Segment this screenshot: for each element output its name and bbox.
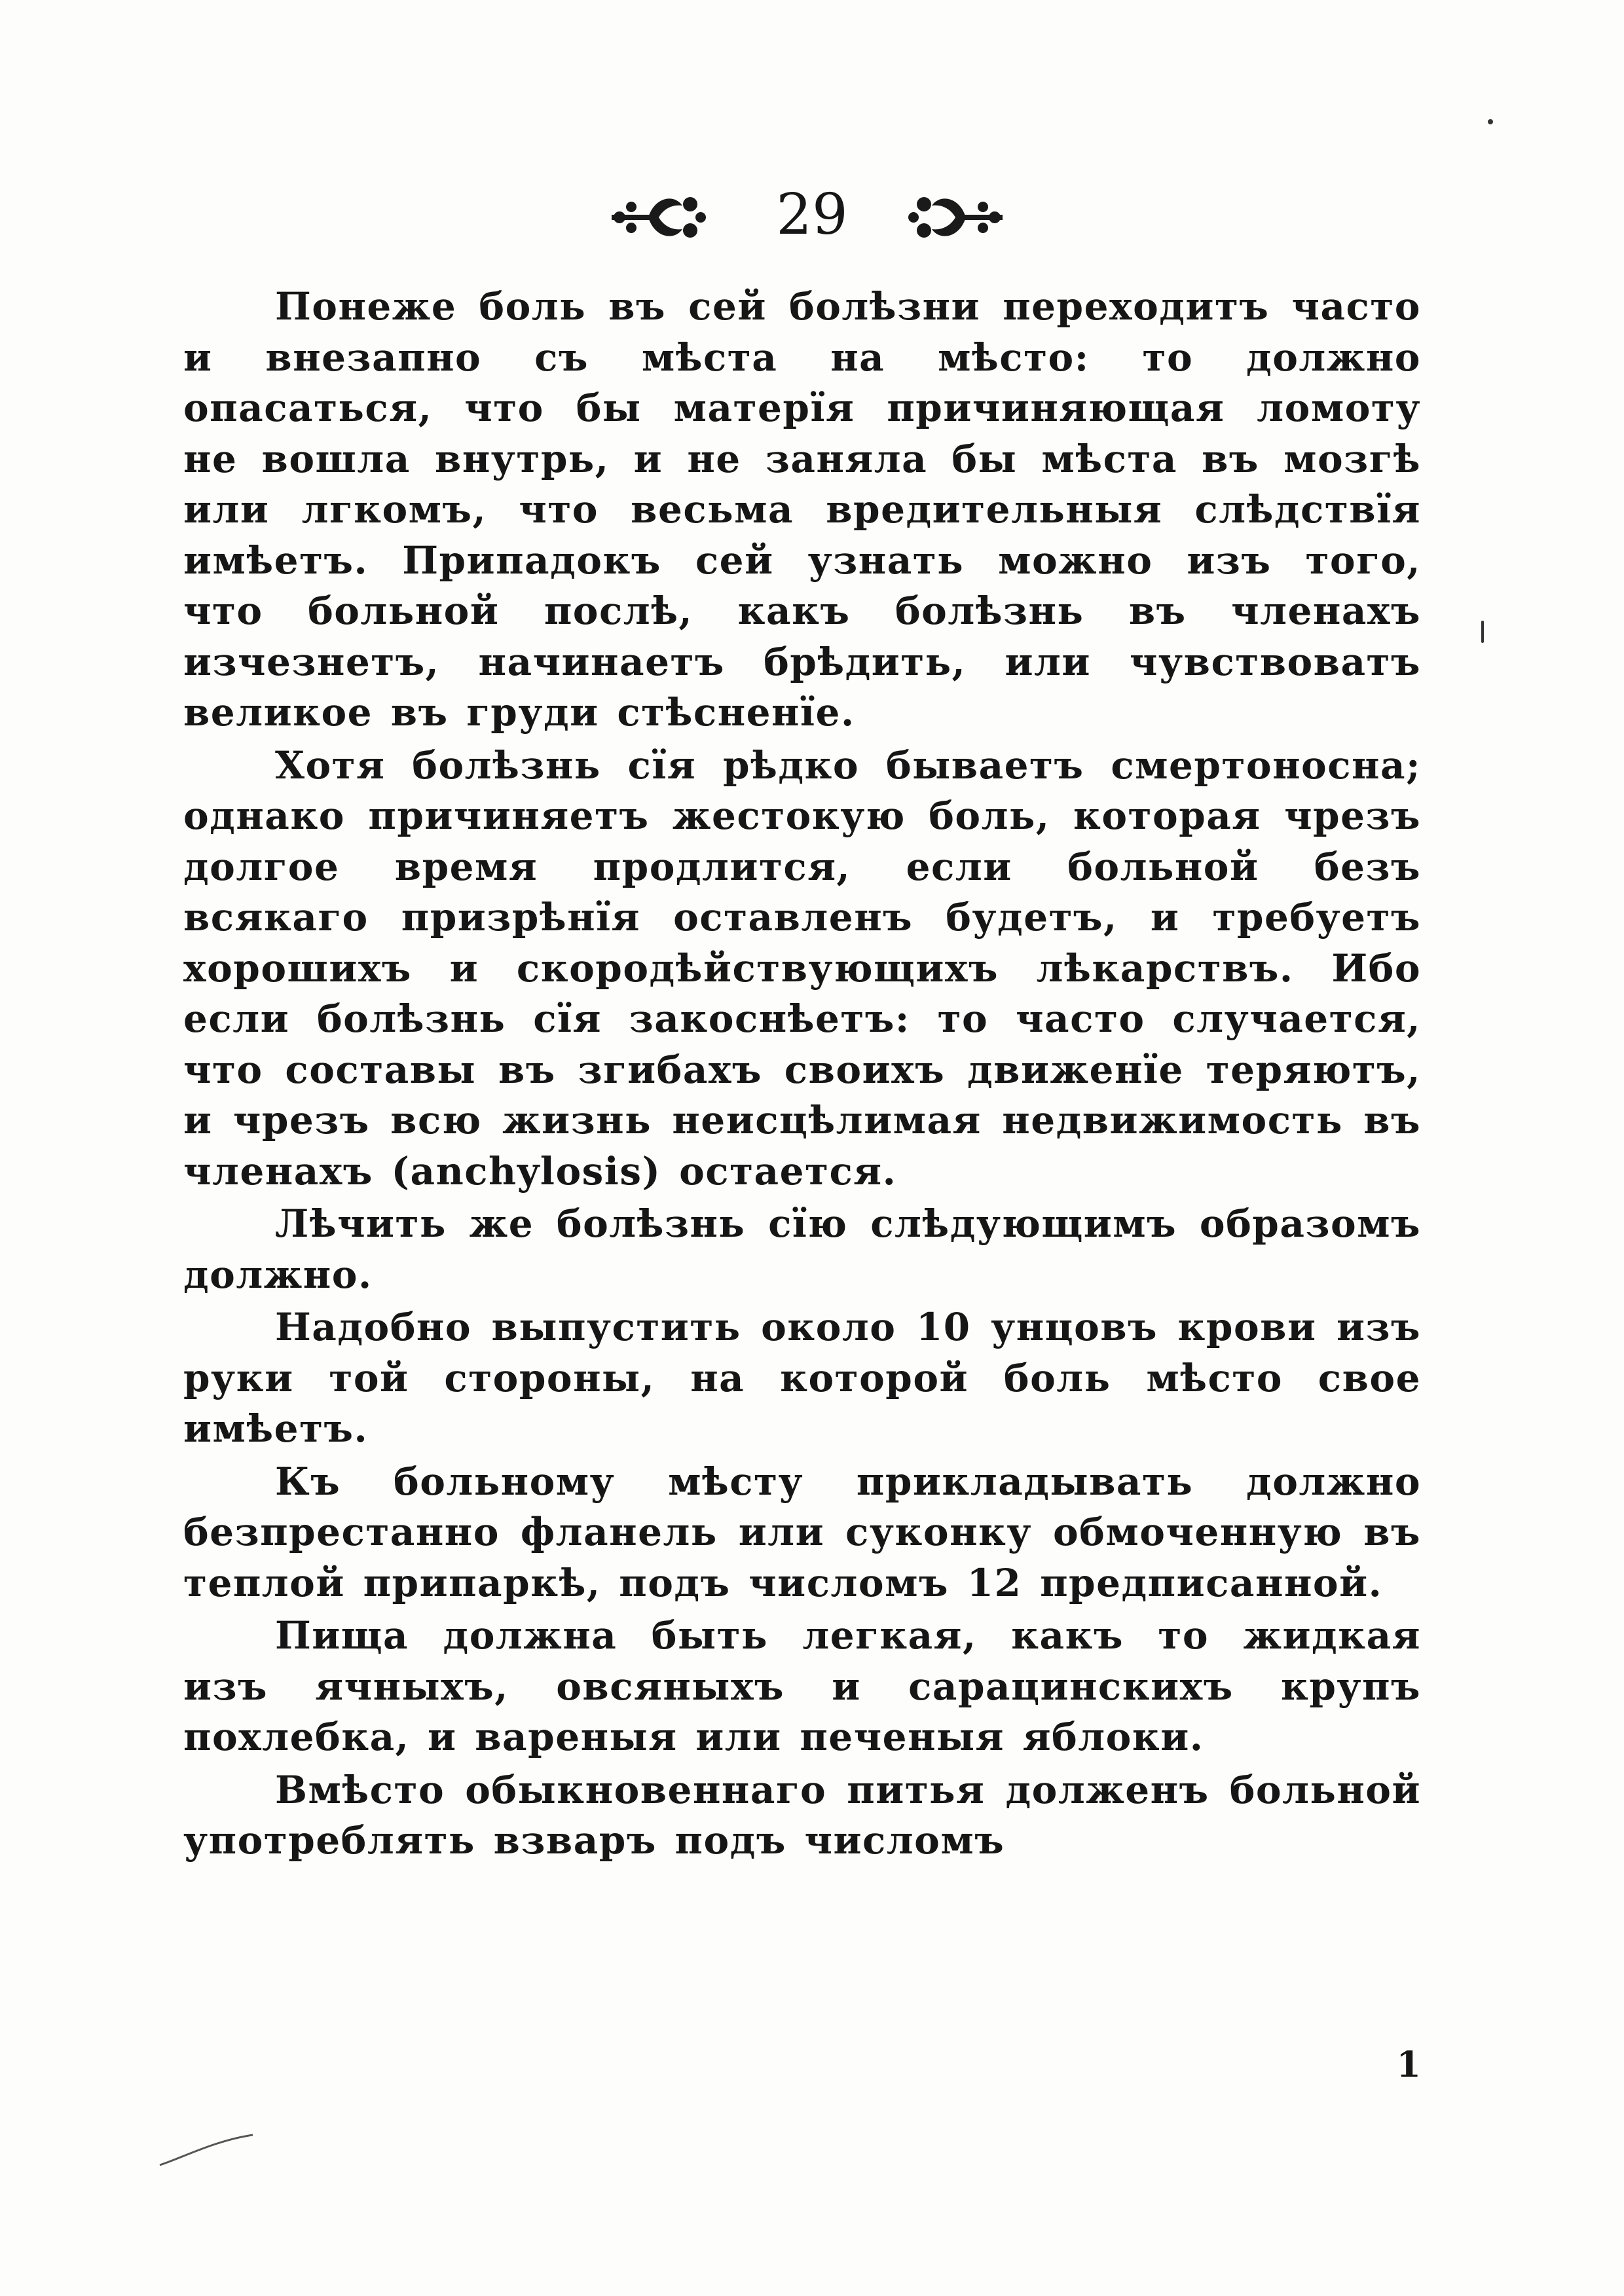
fleuron-ornament-right — [907, 190, 1005, 245]
print-speck — [1488, 119, 1493, 124]
paragraph: Хотя болѣзнь сїя рѣдко бываетъ смертоносна; однако причиняетъ жестокую боль, которая чрезъ долгое время продлится, если больной безъ всякаго призрѣнїя оставленъ будетъ, и требуетъ хорошихъ и скородѣйствующихъ лѣкарствъ. Ибо если болѣзнь сїя закоснѣетъ: то часто случается, что составы въ згибахъ своихъ движенїе теряютъ, и чрезъ всю жизнь неисцѣлимая недвижимость въ членахъ (anchylosis) остается. — [183, 742, 1421, 1194]
page-number: 29 — [776, 182, 848, 247]
fleuron-ornament-left — [609, 190, 707, 245]
paragraph: Надобно выпустить около 10 унцовъ крови изъ руки той стороны, на которой боль мѣсто свое имѣетъ. — [183, 1305, 1421, 1451]
margin-pencil-mark — [157, 2131, 255, 2170]
page-header — [0, 175, 1624, 254]
main-text — [183, 282, 1421, 1867]
paragraph: Къ больному мѣсту прикладывать должно безпрестанно фланель или суконку обмоченную въ теплой припаркѣ, подъ числомъ 12 предписанной. — [183, 1459, 1421, 1605]
print-speck — [1481, 621, 1484, 643]
paragraph: Вмѣсто обыкновеннаго питья долженъ больной употреблять взваръ подъ числомъ — [183, 1767, 1421, 1863]
paragraph: Понеже боль въ сей болѣзни переходитъ часто и внезапно съ мѣста на мѣсто: то должно опасаться, что бы матерїя причиняющая ломоту не вошла внутрь, и не заняла бы мѣста въ мозгѣ или лгкомъ, что весьма вредительныя слѣдствїя имѣетъ. Припадокъ сей узнать можно изъ того, что больной послѣ, какъ болѣзнь въ членахъ изчезнетъ, начинаетъ брѣдить, или чувствоватъ великое въ груди стѣсненїе. — [183, 284, 1421, 735]
paragraph: Лѣчить же болѣзнь сїю слѣдующимъ образомъ должно. — [183, 1201, 1421, 1297]
paragraph: Пища должна быть легкая, какъ то жидкая изъ ячныхъ, овсяныхъ и сарацинскихъ крупъ похлебка, и вареныя или печеныя яблоки. — [183, 1613, 1421, 1759]
catchword: 1 — [1396, 2043, 1421, 2085]
